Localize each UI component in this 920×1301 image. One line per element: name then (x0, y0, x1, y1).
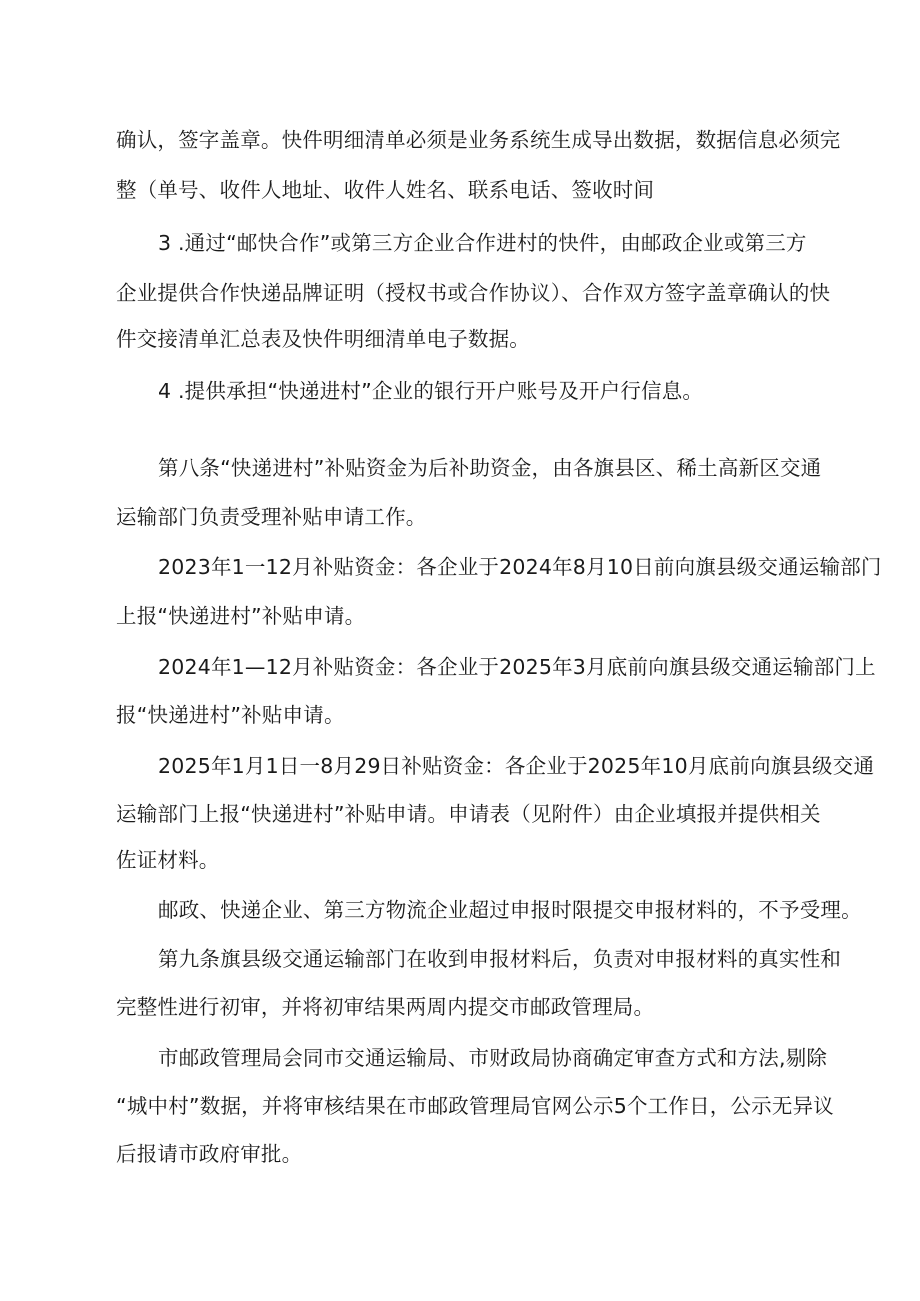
text-line: 后报请市政府审批。 (116, 1142, 303, 1166)
text-line: 整（单号、收件人地址、收件人姓名、联系电话、签收时间 (116, 178, 655, 202)
text-line: 运输部门负责受理补贴申请工作。 (116, 505, 427, 529)
text-line: 件交接清单汇总表及快件明细清单电子数据。 (116, 327, 530, 351)
text-line: 2023年1一12月补贴资金：各企业于2024年8月10日前向旗县级交通运输部门 (158, 555, 882, 579)
text-line: 企业提供合作快递品牌证明（授权书或合作协议）、合作双方签字盖章确认的快 (116, 281, 831, 305)
text-line: 3 .通过“邮快合作”或第三方企业合作进村的快件，由邮政企业或第三方 (158, 231, 807, 255)
text-line: 市邮政管理局会同市交通运输局、市财政局协商确定审查方式和方法,剔除 (158, 1046, 828, 1070)
text-line: 2024年1—12月补贴资金：各企业于2025年3月底前向旗县级交通运输部门上 (158, 655, 876, 679)
text-line: 佐证材料。 (116, 848, 220, 872)
text-line: 邮政、快递企业、第三方物流企业超过申报时限提交申报材料的，不予受理。 (158, 898, 862, 922)
text-line: 运输部门上报“快递进村”补贴申请。申请表（见附件）由企业填报并提供相关 (116, 802, 821, 826)
text-line: 4 .提供承担“快递进村”企业的银行开户账号及开户行信息。 (158, 379, 704, 403)
text-line: 2025年1月1日一8月29日补贴资金：各企业于2025年10月底前向旗县级交通 (158, 754, 875, 778)
text-line: 确认，签字盖章。快件明细清单必须是业务系统生成导出数据，数据信息必须完 (116, 128, 841, 152)
text-line: 第九条旗县级交通运输部门在收到申报材料后，负责对申报材料的真实性和 (158, 947, 842, 971)
text-line: 上报“快递进村”补贴申请。 (116, 604, 366, 628)
text-line: 第八条“快递进村”补贴资金为后补助资金，由各旗县区、稀土高新区交通 (158, 456, 822, 480)
text-line: 报“快递进村”补贴申请。 (116, 703, 345, 727)
text-line: “城中村”数据，并将审核结果在市邮政管理局官网公示5个工作日，公示无异议 (116, 1094, 834, 1118)
text-line: 完整性进行初审，并将初审结果两周内提交市邮政管理局。 (116, 995, 655, 1019)
